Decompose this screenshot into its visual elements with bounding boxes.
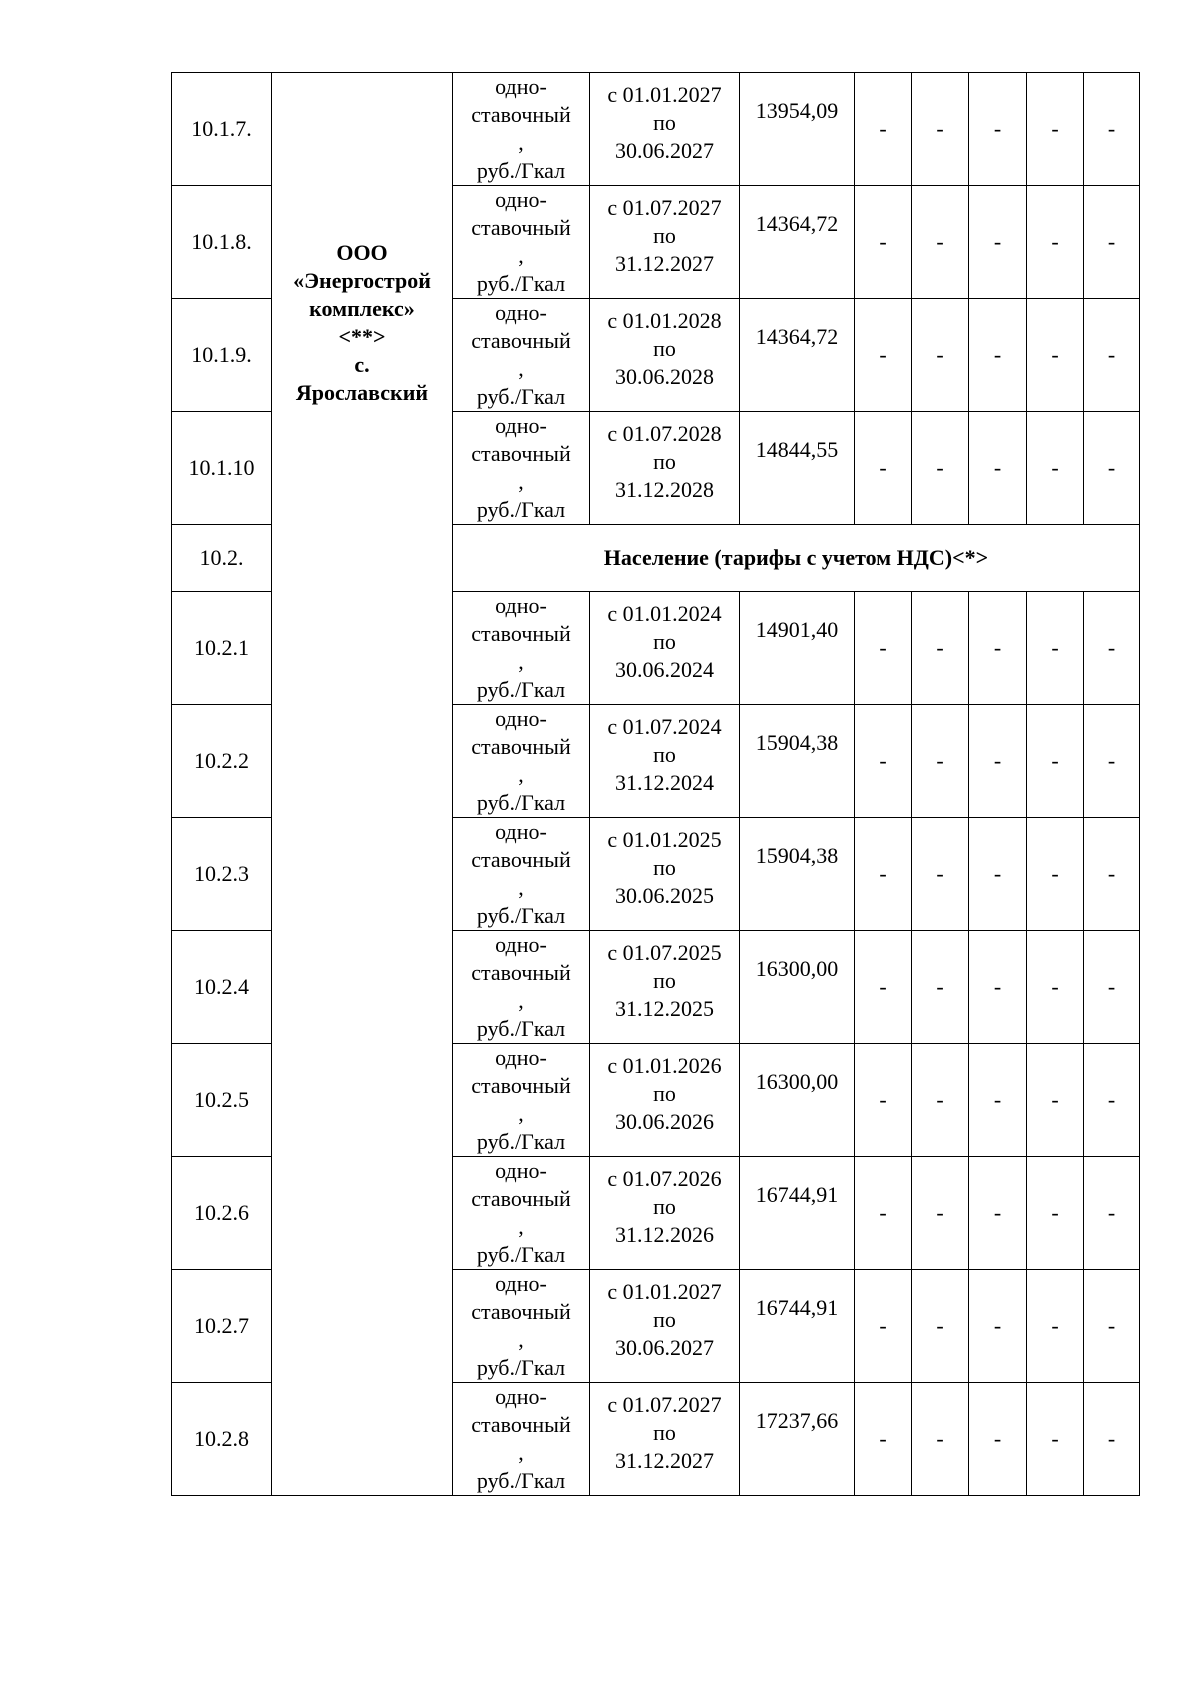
empty-cell: -: [855, 818, 912, 931]
period-line: по: [653, 742, 676, 767]
section-title: Население (тарифы с учетом НДС)<*>: [453, 525, 1140, 592]
row-number: 10.1.10: [172, 412, 272, 525]
tariff-type: [453, 592, 590, 705]
empty-cell: -: [1084, 1157, 1140, 1270]
tariff-period: [590, 1270, 740, 1383]
empty-cell: -: [855, 299, 912, 412]
empty-cell: -: [969, 1044, 1027, 1157]
period-line: 30.06.2024: [615, 657, 714, 682]
organization-name: [272, 73, 453, 1496]
empty-cell: -: [855, 592, 912, 705]
period-line: 31.12.2027: [615, 1448, 714, 1473]
tariff-type-line: руб./Гкал: [476, 677, 566, 702]
period-line: с 01.07.2026: [607, 1166, 722, 1191]
tariff-value: 16300,00: [740, 931, 855, 1044]
empty-cell: -: [912, 1270, 969, 1383]
empty-cell: -: [912, 592, 969, 705]
table-row: [172, 73, 1140, 186]
empty-cell: -: [969, 705, 1027, 818]
empty-cell: -: [1084, 818, 1140, 931]
tariff-value: 14364,72: [740, 186, 855, 299]
period-line: с 01.07.2027: [607, 195, 722, 220]
organization-line: комплекс»: [309, 296, 415, 321]
tariff-type-line: ,: [518, 1101, 524, 1126]
empty-cell: -: [1027, 1383, 1084, 1496]
tariff-type-line: одно-: [495, 413, 547, 438]
period-line: по: [653, 1307, 676, 1332]
empty-cell: -: [912, 299, 969, 412]
empty-cell: -: [969, 1383, 1027, 1496]
period-line: по: [653, 855, 676, 880]
period-line: 31.12.2027: [615, 251, 714, 276]
period-line: с 01.01.2025: [607, 827, 722, 852]
empty-cell: -: [912, 1157, 969, 1270]
empty-cell: -: [855, 412, 912, 525]
empty-cell: -: [969, 1157, 1027, 1270]
tariff-type-line: ставочный: [471, 1186, 571, 1211]
period-line: 30.06.2027: [615, 1335, 714, 1360]
tariff-type: [453, 1270, 590, 1383]
empty-cell: -: [855, 73, 912, 186]
tariff-type-line: ставочный: [471, 441, 571, 466]
tariff-period: [590, 931, 740, 1044]
empty-cell: -: [855, 186, 912, 299]
empty-cell: -: [1084, 1044, 1140, 1157]
empty-cell: -: [1027, 186, 1084, 299]
section-number: 10.2.: [172, 525, 272, 592]
tariff-value: 15904,38: [740, 705, 855, 818]
period-line: с 01.07.2025: [607, 940, 722, 965]
empty-cell: -: [912, 412, 969, 525]
tariff-type-line: ,: [518, 130, 524, 155]
period-line: 30.06.2025: [615, 883, 714, 908]
tariff-type: [453, 186, 590, 299]
tariff-type-line: руб./Гкал: [476, 271, 566, 296]
tariff-value: 15904,38: [740, 818, 855, 931]
empty-cell: -: [912, 1044, 969, 1157]
period-line: по: [653, 449, 676, 474]
period-line: 30.06.2027: [615, 138, 714, 163]
empty-cell: -: [969, 931, 1027, 1044]
empty-cell: -: [855, 931, 912, 1044]
period-line: по: [653, 629, 676, 654]
tariff-period: [590, 73, 740, 186]
row-number: 10.2.4: [172, 931, 272, 1044]
tariff-type-line: одно-: [495, 1045, 547, 1070]
tariff-type-line: ,: [518, 469, 524, 494]
empty-cell: -: [969, 1270, 1027, 1383]
period-line: с 01.01.2027: [607, 1279, 722, 1304]
row-number: 10.2.2: [172, 705, 272, 818]
tariff-type-line: руб./Гкал: [476, 497, 566, 522]
period-line: 31.12.2025: [615, 996, 714, 1021]
tariff-type-line: руб./Гкал: [476, 903, 566, 928]
tariff-type-line: ,: [518, 1327, 524, 1352]
empty-cell: -: [1027, 931, 1084, 1044]
period-line: по: [653, 968, 676, 993]
tariff-type-line: одно-: [495, 1271, 547, 1296]
tariff-type-line: ставочный: [471, 1412, 571, 1437]
period-line: с 01.01.2026: [607, 1053, 722, 1078]
empty-cell: -: [969, 592, 1027, 705]
empty-cell: -: [912, 186, 969, 299]
tariff-type: [453, 1157, 590, 1270]
tariff-type-line: одно-: [495, 819, 547, 844]
tariff-period: [590, 186, 740, 299]
tariff-type-line: ставочный: [471, 734, 571, 759]
tariff-period: [590, 299, 740, 412]
tariff-value: 17237,66: [740, 1383, 855, 1496]
tariff-type-line: ставочный: [471, 960, 571, 985]
tariff-type-line: одно-: [495, 187, 547, 212]
row-number: 10.1.7.: [172, 73, 272, 186]
tariff-value: 16744,91: [740, 1270, 855, 1383]
tariff-table: [171, 72, 1140, 1496]
organization-line: «Энергострой: [293, 268, 431, 293]
period-line: с 01.07.2024: [607, 714, 722, 739]
period-line: 31.12.2028: [615, 477, 714, 502]
tariff-type-line: ставочный: [471, 215, 571, 240]
empty-cell: -: [912, 818, 969, 931]
empty-cell: -: [1084, 412, 1140, 525]
period-line: с 01.01.2024: [607, 601, 722, 626]
period-line: по: [653, 223, 676, 248]
row-number: 10.2.7: [172, 1270, 272, 1383]
tariff-type-line: руб./Гкал: [476, 790, 566, 815]
tariff-type: [453, 705, 590, 818]
empty-cell: -: [855, 1157, 912, 1270]
tariff-period: [590, 592, 740, 705]
tariff-type-line: одно-: [495, 74, 547, 99]
tariff-type-line: ,: [518, 243, 524, 268]
row-number: 10.2.5: [172, 1044, 272, 1157]
organization-line: Ярославский: [295, 380, 429, 405]
tariff-value: 14364,72: [740, 299, 855, 412]
tariff-type-line: руб./Гкал: [476, 1016, 566, 1041]
period-line: по: [653, 1194, 676, 1219]
tariff-type-line: одно-: [495, 593, 547, 618]
empty-cell: -: [1027, 299, 1084, 412]
empty-cell: -: [1084, 931, 1140, 1044]
organization-line: ООО: [336, 240, 388, 265]
empty-cell: -: [855, 1383, 912, 1496]
empty-cell: -: [1027, 73, 1084, 186]
tariff-period: [590, 1157, 740, 1270]
period-line: 31.12.2026: [615, 1222, 714, 1247]
empty-cell: -: [969, 299, 1027, 412]
tariff-type-line: ставочный: [471, 847, 571, 872]
tariff-type-line: руб./Гкал: [476, 1242, 566, 1267]
tariff-type-line: ,: [518, 1440, 524, 1465]
tariff-period: [590, 818, 740, 931]
tariff-value: 16744,91: [740, 1157, 855, 1270]
tariff-type-line: руб./Гкал: [476, 1355, 566, 1380]
empty-cell: -: [1027, 1270, 1084, 1383]
row-number: 10.2.3: [172, 818, 272, 931]
period-line: 30.06.2026: [615, 1109, 714, 1134]
tariff-type-line: ,: [518, 649, 524, 674]
tariff-type-line: ставочный: [471, 621, 571, 646]
period-line: с 01.01.2027: [607, 82, 722, 107]
tariff-type: [453, 931, 590, 1044]
row-number: 10.2.8: [172, 1383, 272, 1496]
row-number: 10.1.9.: [172, 299, 272, 412]
period-line: с 01.07.2027: [607, 1392, 722, 1417]
tariff-value: 16300,00: [740, 1044, 855, 1157]
row-number: 10.2.1: [172, 592, 272, 705]
tariff-type-line: одно-: [495, 932, 547, 957]
period-line: с 01.07.2028: [607, 421, 722, 446]
tariff-period: [590, 705, 740, 818]
tariff-type-line: ставочный: [471, 328, 571, 353]
empty-cell: -: [1027, 1157, 1084, 1270]
tariff-type: [453, 818, 590, 931]
tariff-type-line: ,: [518, 1214, 524, 1239]
row-number: 10.1.8.: [172, 186, 272, 299]
row-number: 10.2.6: [172, 1157, 272, 1270]
empty-cell: -: [969, 73, 1027, 186]
empty-cell: -: [1027, 705, 1084, 818]
tariff-type-line: одно-: [495, 300, 547, 325]
tariff-period: [590, 412, 740, 525]
period-line: по: [653, 1420, 676, 1445]
empty-cell: -: [969, 412, 1027, 525]
tariff-value: 14901,40: [740, 592, 855, 705]
empty-cell: -: [1027, 412, 1084, 525]
tariff-type-line: ставочный: [471, 1073, 571, 1098]
empty-cell: -: [969, 186, 1027, 299]
empty-cell: -: [1084, 1383, 1140, 1496]
empty-cell: -: [1027, 1044, 1084, 1157]
period-line: 30.06.2028: [615, 364, 714, 389]
empty-cell: -: [855, 705, 912, 818]
empty-cell: -: [1084, 299, 1140, 412]
tariff-type: [453, 299, 590, 412]
empty-cell: -: [1084, 592, 1140, 705]
empty-cell: -: [855, 1270, 912, 1383]
tariff-type-line: одно-: [495, 706, 547, 731]
tariff-value: 13954,09: [740, 73, 855, 186]
tariff-period: [590, 1383, 740, 1496]
tariff-type-line: руб./Гкал: [476, 384, 566, 409]
tariff-type-line: ставочный: [471, 1299, 571, 1324]
tariff-type-line: ,: [518, 762, 524, 787]
tariff-type-line: ,: [518, 356, 524, 381]
tariff-type-line: руб./Гкал: [476, 1129, 566, 1154]
empty-cell: -: [969, 818, 1027, 931]
tariff-type-line: одно-: [495, 1384, 547, 1409]
empty-cell: -: [912, 705, 969, 818]
tariff-type-line: одно-: [495, 1158, 547, 1183]
period-line: по: [653, 110, 676, 135]
period-line: по: [653, 1081, 676, 1106]
tariff-type-line: ,: [518, 875, 524, 900]
empty-cell: -: [1027, 818, 1084, 931]
empty-cell: -: [912, 73, 969, 186]
organization-line: <**>: [338, 324, 386, 349]
tariff-type-line: ,: [518, 988, 524, 1013]
tariff-type-line: руб./Гкал: [476, 1468, 566, 1493]
tariff-type: [453, 1383, 590, 1496]
period-line: с 01.01.2028: [607, 308, 722, 333]
tariff-period: [590, 1044, 740, 1157]
tariff-type: [453, 1044, 590, 1157]
tariff-type-line: руб./Гкал: [476, 158, 566, 183]
tariff-type-line: ставочный: [471, 102, 571, 127]
empty-cell: -: [1084, 1270, 1140, 1383]
empty-cell: -: [912, 1383, 969, 1496]
tariff-value: 14844,55: [740, 412, 855, 525]
tariff-type: [453, 73, 590, 186]
period-line: 31.12.2024: [615, 770, 714, 795]
tariff-type: [453, 412, 590, 525]
empty-cell: -: [855, 1044, 912, 1157]
empty-cell: -: [1084, 705, 1140, 818]
period-line: по: [653, 336, 676, 361]
organization-line: с.: [354, 352, 370, 377]
empty-cell: -: [1084, 186, 1140, 299]
empty-cell: -: [1084, 73, 1140, 186]
empty-cell: -: [912, 931, 969, 1044]
empty-cell: -: [1027, 592, 1084, 705]
